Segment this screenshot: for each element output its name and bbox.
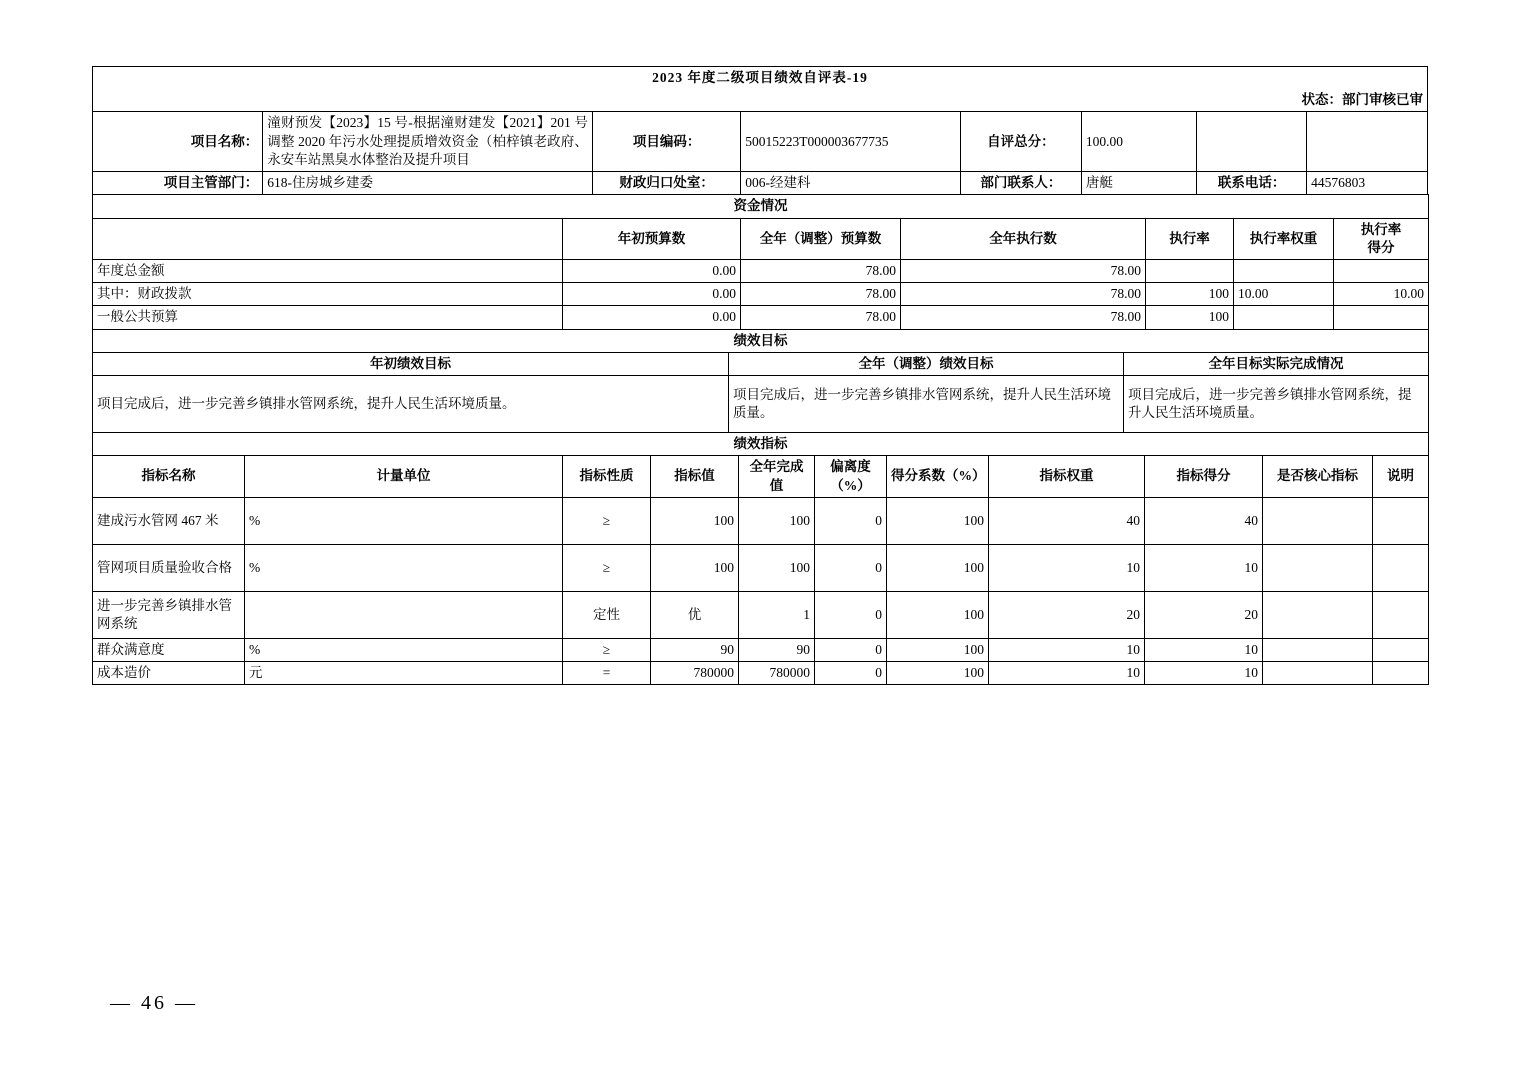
project-name-value: 潼财预发【2023】15 号-根据潼财建发【2021】201 号调整 2020 年污水处理提质增效资金（柏梓镇老政府、永安车站黑臭水体整治及提升项目: [263, 112, 593, 172]
ind-row-3-name: 群众满意度: [93, 638, 245, 661]
indicators-band-title: 绩效指标: [93, 433, 1429, 456]
ind-row-4-nature: =: [563, 661, 651, 684]
funds-row-0-score: [1334, 259, 1429, 282]
phone-value: 44576803: [1307, 172, 1428, 195]
funds-row-2-weight: [1234, 306, 1334, 329]
ind-row-4-actual: 780000: [739, 661, 815, 684]
performance-self-evaluation-sheet: [92, 66, 1428, 685]
funds-col-4: 执行率: [1146, 218, 1234, 259]
funds-col-3: 全年执行数: [901, 218, 1146, 259]
funds-col-6: 执行率 得分: [1334, 218, 1429, 259]
ind-row-4-unit: 元: [245, 661, 563, 684]
ind-col-7: 指标权重: [989, 456, 1145, 497]
funds-row-0-name: 年度总金额: [93, 259, 563, 282]
ind-row-0-dev: 0: [815, 497, 887, 544]
ind-row-0-weight: 40: [989, 497, 1145, 544]
ind-row-4-core: [1263, 661, 1373, 684]
ind-row-2-core: [1263, 591, 1373, 638]
ind-row-3-unit: %: [245, 638, 563, 661]
table-row: [93, 259, 1429, 282]
funds-table: [92, 194, 1429, 329]
ind-row-1-core: [1263, 544, 1373, 591]
funds-row-0-weight: [1234, 259, 1334, 282]
ind-row-0-unit: %: [245, 497, 563, 544]
ind-row-3-note: [1373, 638, 1429, 661]
funds-row-2-rate: 100: [1146, 306, 1234, 329]
funds-row-1-adjusted: 78.00: [741, 283, 901, 306]
ind-row-2-actual: 1: [739, 591, 815, 638]
ind-col-2: 指标性质: [563, 456, 651, 497]
status-value: 部门审核已审: [1342, 92, 1423, 108]
funds-col-0: [93, 218, 563, 259]
table-row: [93, 544, 1429, 591]
table-row: [93, 283, 1429, 306]
ind-row-3-score: 10: [1145, 638, 1263, 661]
ind-row-2-score: 20: [1145, 591, 1263, 638]
goals-col-2: 全年目标实际完成情况: [1124, 352, 1429, 375]
header-empty-1: [1197, 112, 1307, 172]
ind-row-4-note: [1373, 661, 1429, 684]
page-number: — 46 —: [110, 992, 198, 1014]
funds-col-2: 全年（调整）预算数: [741, 218, 901, 259]
ind-row-0-name: 建成污水管网 467 米: [93, 497, 245, 544]
ind-row-3-actual: 90: [739, 638, 815, 661]
funds-row-2-name: 一般公共预算: [93, 306, 563, 329]
ind-row-1-unit: %: [245, 544, 563, 591]
project-code-label: 项目编码：: [592, 112, 740, 172]
goals-col-1: 全年（调整）绩效目标: [729, 352, 1124, 375]
ind-row-4-coef: 100: [887, 661, 989, 684]
funds-row-1-score: 10.00: [1334, 283, 1429, 306]
ind-row-1-name: 管网项目质量验收合格: [93, 544, 245, 591]
funds-row-1-weight: 10.00: [1234, 283, 1334, 306]
goals-col-0: 年初绩效目标: [93, 352, 729, 375]
self-score-label: 自评总分：: [961, 112, 1082, 172]
ind-row-2-target: 优: [651, 591, 739, 638]
table-row: [93, 306, 1429, 329]
ind-row-2-dev: 0: [815, 591, 887, 638]
ind-row-3-dev: 0: [815, 638, 887, 661]
ind-col-3: 指标值: [651, 456, 739, 497]
funds-row-0-adjusted: 78.00: [741, 259, 901, 282]
title-table: [92, 66, 1428, 195]
ind-row-2-nature: 定性: [563, 591, 651, 638]
table-row: [93, 591, 1429, 638]
ind-row-4-name: 成本造价: [93, 661, 245, 684]
finance-office-label: 财政归口处室：: [592, 172, 740, 195]
ind-row-0-nature: ≥: [563, 497, 651, 544]
goals-table: [92, 329, 1429, 433]
ind-row-4-score: 10: [1145, 661, 1263, 684]
ind-row-2-unit: [245, 591, 563, 638]
funds-row-0-executed: 78.00: [901, 259, 1146, 282]
ind-col-1: 计量单位: [245, 456, 563, 497]
ind-row-3-core: [1263, 638, 1373, 661]
table-row: [93, 638, 1429, 661]
ind-row-0-note: [1373, 497, 1429, 544]
status-label: 状态：: [1301, 92, 1342, 108]
ind-col-5: 偏离度 （%）: [815, 456, 887, 497]
project-code-value: 50015223T000003677735: [741, 112, 961, 172]
ind-row-2-name: 进一步完善乡镇排水管网系统: [93, 591, 245, 638]
table-row: [93, 497, 1429, 544]
ind-col-6: 得分系数（%）: [887, 456, 989, 497]
funds-col-1: 年初预算数: [563, 218, 741, 259]
funds-band-title: 资金情况: [93, 195, 1429, 218]
ind-row-1-target: 100: [651, 544, 739, 591]
ind-row-2-coef: 100: [887, 591, 989, 638]
contact-value: 唐艇: [1081, 172, 1196, 195]
ind-col-9: 是否核心指标: [1263, 456, 1373, 497]
ind-row-2-weight: 20: [989, 591, 1145, 638]
funds-row-0-begin: 0.00: [563, 259, 741, 282]
ind-row-1-score: 10: [1145, 544, 1263, 591]
ind-row-4-weight: 10: [989, 661, 1145, 684]
ind-row-1-note: [1373, 544, 1429, 591]
ind-row-0-score: 40: [1145, 497, 1263, 544]
project-name-label: 项目名称：: [93, 112, 263, 172]
ind-row-1-weight: 10: [989, 544, 1145, 591]
ind-row-1-dev: 0: [815, 544, 887, 591]
funds-row-2-adjusted: 78.00: [741, 306, 901, 329]
funds-row-1-begin: 0.00: [563, 283, 741, 306]
ind-row-3-nature: ≥: [563, 638, 651, 661]
funds-row-1-name: 其中：财政拨款: [93, 283, 563, 306]
ind-row-1-nature: ≥: [563, 544, 651, 591]
funds-row-2-executed: 78.00: [901, 306, 1146, 329]
ind-col-0: 指标名称: [93, 456, 245, 497]
ind-col-10: 说明: [1373, 456, 1429, 497]
funds-col-5: 执行率权重: [1234, 218, 1334, 259]
dept-label: 项目主管部门：: [93, 172, 263, 195]
phone-label: 联系电话：: [1197, 172, 1307, 195]
status-row: [93, 89, 1428, 112]
ind-row-4-target: 780000: [651, 661, 739, 684]
table-row: [93, 661, 1429, 684]
ind-row-0-coef: 100: [887, 497, 989, 544]
indicators-table: [92, 432, 1429, 685]
table-row: [93, 376, 1429, 433]
ind-row-3-weight: 10: [989, 638, 1145, 661]
ind-row-1-coef: 100: [887, 544, 989, 591]
ind-row-0-target: 100: [651, 497, 739, 544]
funds-row-2-begin: 0.00: [563, 306, 741, 329]
goal-adjusted: 项目完成后，进一步完善乡镇排水管网系统，提升人民生活环境质量。: [729, 376, 1124, 433]
funds-row-1-executed: 78.00: [901, 283, 1146, 306]
ind-row-4-dev: 0: [815, 661, 887, 684]
ind-row-0-core: [1263, 497, 1373, 544]
dept-value: 618-住房城乡建委: [263, 172, 593, 195]
ind-row-1-actual: 100: [739, 544, 815, 591]
goals-band-title: 绩效目标: [93, 329, 1429, 352]
page-title: 2023 年度二级项目绩效自评表-19: [93, 67, 1428, 90]
ind-row-3-target: 90: [651, 638, 739, 661]
ind-row-0-actual: 100: [739, 497, 815, 544]
finance-office-value: 006-经建科: [741, 172, 961, 195]
header-empty-2: [1307, 112, 1428, 172]
goal-actual: 项目完成后，进一步完善乡镇排水管网系统，提升人民生活环境质量。: [1124, 376, 1429, 433]
ind-col-4: 全年完成 值: [739, 456, 815, 497]
goal-initial: 项目完成后，进一步完善乡镇排水管网系统，提升人民生活环境质量。: [93, 376, 729, 433]
funds-row-2-score: [1334, 306, 1429, 329]
contact-label: 部门联系人：: [961, 172, 1082, 195]
funds-row-1-rate: 100: [1146, 283, 1234, 306]
ind-row-3-coef: 100: [887, 638, 989, 661]
ind-col-8: 指标得分: [1145, 456, 1263, 497]
ind-row-2-note: [1373, 591, 1429, 638]
self-score-value: 100.00: [1081, 112, 1196, 172]
funds-row-0-rate: [1146, 259, 1234, 282]
